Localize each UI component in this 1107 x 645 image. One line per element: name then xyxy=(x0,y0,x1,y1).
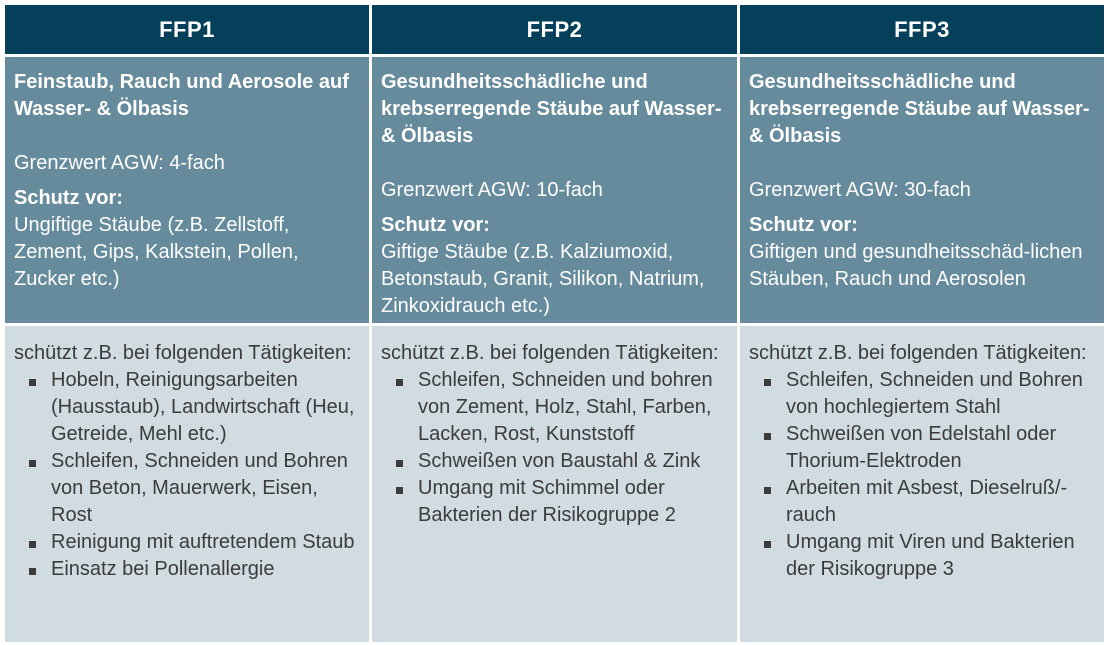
activities-list xyxy=(14,367,360,583)
list-item-text: Umgang mit Viren und Bakterien der Risikogruppe 3 xyxy=(786,531,1075,580)
list-item xyxy=(418,367,728,448)
list-item-text: Schweißen von Edelstahl oder Thorium-Elektroden xyxy=(786,423,1057,472)
square-bullet-icon xyxy=(764,433,771,440)
list-item xyxy=(51,448,360,529)
square-bullet-icon xyxy=(396,460,403,467)
description-title: Gesundheitsschädliche und krebserregende Stäube auf Wasser- & Ölbasis xyxy=(749,71,1090,147)
list-item-text: Schleifen, Schneiden und Bohren von hochlegiertem Stahl xyxy=(786,369,1083,418)
list-item xyxy=(418,475,728,529)
activities-intro: schützt z.B. bei folgenden Tätigkeiten: xyxy=(749,342,1087,364)
activities-intro: schützt z.B. bei folgenden Tätigkeiten: xyxy=(14,342,352,364)
list-item-text: Reinigung mit auftretendem Staub xyxy=(51,531,355,553)
square-bullet-icon xyxy=(764,541,771,548)
list-item-text: Schweißen von Baustahl & Zink xyxy=(418,450,701,472)
list-item xyxy=(418,448,728,475)
limit-value: Grenzwert AGW: 4-fach xyxy=(14,152,225,174)
header-label: FFP2 xyxy=(526,16,583,42)
square-bullet-icon xyxy=(764,487,771,494)
square-bullet-icon xyxy=(29,568,36,575)
activities-list xyxy=(381,367,728,529)
description-title: Gesundheitsschädliche und krebserregende Stäube auf Wasser- & Ölbasis xyxy=(381,71,722,147)
protect-text: Giftige Stäube (z.B. Kalziumoxid, Betonstaub, Granit, Silikon, Natrium, Zinkoxidrauch etc.) xyxy=(381,241,705,317)
limit-value: Grenzwert AGW: 30-fach xyxy=(749,179,971,201)
square-bullet-icon xyxy=(29,379,36,386)
list-item-text: Arbeiten mit Asbest, Dieselruß/-rauch xyxy=(786,477,1068,526)
activities-list xyxy=(749,367,1095,583)
list-item xyxy=(51,367,360,448)
list-item xyxy=(786,367,1095,421)
protect-heading: Schutz vor: xyxy=(749,214,858,236)
header-label: FFP3 xyxy=(894,16,950,42)
list-item xyxy=(786,421,1095,475)
activities-ffp3 xyxy=(740,326,1104,642)
protect-heading: Schutz vor: xyxy=(381,214,490,236)
list-item-text: Hobeln, Reinigungsarbeiten (Hausstaub), Landwirtschaft (Heu, Getreide, Mehl etc.) xyxy=(51,369,355,445)
description-ffp2 xyxy=(372,57,737,323)
header-ffp2 xyxy=(372,5,737,54)
list-item xyxy=(51,529,360,556)
ffp-comparison-table xyxy=(5,5,1104,642)
list-item-text: Schleifen, Schneiden und Bohren von Beton, Mauerwerk, Eisen, Rost xyxy=(51,450,348,526)
protect-heading: Schutz vor: xyxy=(14,187,123,209)
square-bullet-icon xyxy=(396,379,403,386)
protect-text: Giftigen und gesundheitsschäd-lichen Stäuben, Rauch und Aerosolen xyxy=(749,241,1083,290)
list-item-text: Umgang mit Schimmel oder Bakterien der Risikogruppe 2 xyxy=(418,477,676,526)
limit-value: Grenzwert AGW: 10-fach xyxy=(381,179,603,201)
square-bullet-icon xyxy=(764,379,771,386)
square-bullet-icon xyxy=(29,541,36,548)
protect-text: Ungiftige Stäube (z.B. Zellstoff, Zement, Gips, Kalkstein, Pollen, Zucker etc.) xyxy=(14,214,299,290)
list-item xyxy=(786,529,1095,583)
activities-ffp1 xyxy=(5,326,369,642)
description-ffp3 xyxy=(740,57,1104,323)
list-item xyxy=(51,556,360,583)
activities-intro: schützt z.B. bei folgenden Tätigkeiten: xyxy=(381,342,719,364)
activities-ffp2 xyxy=(372,326,737,642)
header-ffp1 xyxy=(5,5,369,54)
header-label: FFP1 xyxy=(159,16,215,42)
square-bullet-icon xyxy=(396,487,403,494)
header-ffp3 xyxy=(740,5,1104,54)
square-bullet-icon xyxy=(29,460,36,467)
list-item xyxy=(786,475,1095,529)
list-item-text: Einsatz bei Pollenallergie xyxy=(51,558,275,580)
description-ffp1 xyxy=(5,57,369,323)
list-item-text: Schleifen, Schneiden und bohren von Zement, Holz, Stahl, Farben, Lacken, Rost, Kunststoff xyxy=(418,369,713,445)
description-title: Feinstaub, Rauch und Aerosole auf Wasser- & Ölbasis xyxy=(14,71,349,120)
